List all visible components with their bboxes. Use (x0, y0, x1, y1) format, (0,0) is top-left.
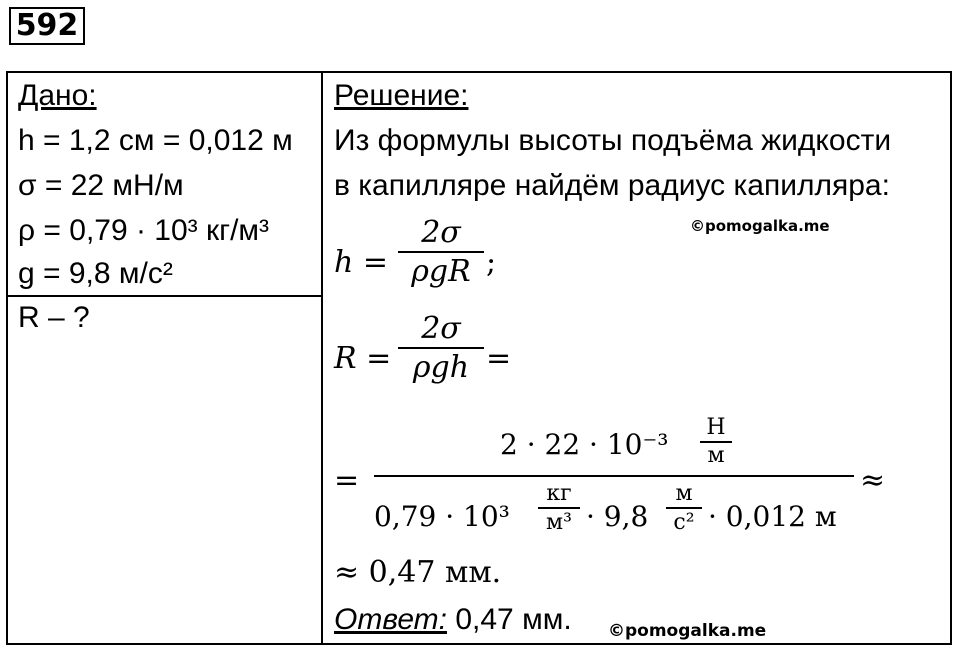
eq3-den-unit-1-den: м³ (546, 510, 572, 535)
watermark: ©pomogalka.me (690, 217, 830, 235)
eq1-numerator: 2σ (421, 215, 461, 250)
eq1-lhs: h = (334, 245, 388, 280)
eq2-denominator: ρgh (412, 350, 470, 385)
eq3-den-unit-1 (538, 481, 580, 537)
eq3-fraction (374, 413, 854, 549)
eq3-den-unit-2 (666, 481, 702, 537)
eq3-lhs: = (334, 463, 360, 498)
answer-value: 0,47 мм. (455, 603, 572, 636)
eq3-num-unit (700, 415, 732, 469)
solution-text-2: в капилляре найдём радиус капилляра: (334, 169, 890, 202)
solution-title: Решение: (334, 79, 469, 112)
eq2-end: = (486, 341, 512, 376)
eq3-den-unit-2-num: м (675, 481, 693, 506)
eq1-denominator: ρgR (411, 254, 471, 289)
eq3-den-unit-2-den: с² (673, 510, 695, 535)
column-divider (321, 73, 323, 643)
eq3-num-value: 2 · 22 · 10⁻³ (500, 428, 669, 461)
eq1-fraction (398, 215, 484, 291)
given-title: Дано: (18, 79, 97, 112)
eq3-denominator (374, 477, 854, 549)
eq3-den-a: 0,79 · 10³ (374, 500, 510, 533)
eq3-num-unit-den: м (707, 443, 725, 468)
eq3-num-unit-num: Н (706, 415, 726, 440)
watermark-bottom: ©pomogalka.me (608, 621, 767, 641)
eq2-lhs: R = (334, 341, 392, 376)
eq2-fraction (398, 311, 484, 387)
solution-table (6, 71, 952, 645)
problem-number: 592 (9, 7, 85, 45)
solution-text-1: Из формулы высоты подъёма жидкости (334, 124, 892, 157)
result-line: ≈ 0,47 мм. (334, 555, 502, 590)
given-line-sigma: σ = 22 мН/м (18, 169, 184, 202)
eq1-end: ; (486, 245, 497, 280)
given-line-h: h = 1,2 см = 0,012 м (18, 124, 293, 157)
eq3-den-c: · 0,012 м (708, 500, 837, 533)
answer-label: Ответ: (334, 603, 447, 636)
find-line: R – ? (18, 301, 90, 334)
answer-line (334, 603, 572, 637)
eq3-den-b: · 9,8 (586, 500, 649, 533)
given-line-rho: ρ = 0,79 · 10³ кг/м³ (18, 214, 270, 247)
eq3-den-unit-1-num: кг (546, 481, 572, 506)
given-line-g: g = 9,8 м/с² (18, 257, 173, 290)
eq3-numerator (374, 413, 854, 475)
given-divider (8, 295, 321, 297)
eq3-end: ≈ (860, 463, 886, 498)
eq2-numerator: 2σ (421, 311, 461, 346)
